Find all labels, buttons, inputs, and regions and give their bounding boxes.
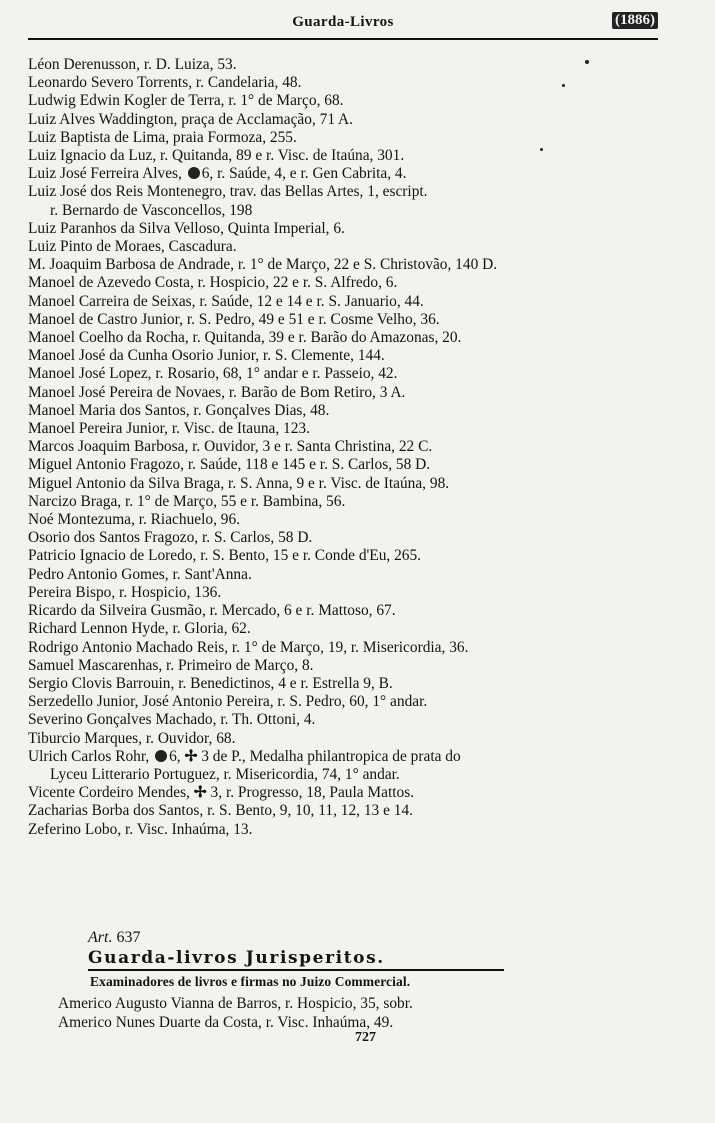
entry-name: Vicente Cordeiro Mendes, [28, 784, 190, 802]
entry-text: Leonardo Severo Torrents, r. Candelaria, 48. [28, 74, 302, 92]
list-item-continuation [28, 766, 678, 784]
list-item [28, 456, 678, 474]
list-item [28, 657, 678, 675]
entry-text: M. Joaquim Barbosa de Andrade, r. 1° de Março, 22 e S. Christovão, 140 D. [28, 256, 498, 274]
section-entry: Americo Nunes Duarte da Costa, r. Visc. Inhaúma, 49. [58, 1014, 394, 1031]
header-year: (1886) [612, 12, 658, 29]
list-item [28, 183, 678, 201]
entry-text: Serzedello Junior, José Antonio Pereira, r. S. Pedro, 60, 1° andar. [28, 693, 428, 711]
entry-name: Luiz José Ferreira Alves, [28, 165, 182, 183]
section-title: Guarda-livros Jurisperitos. [88, 948, 385, 968]
entry-text: Manoel Coelho da Rocha, r. Quitanda, 39 e r. Barão do Amazonas, 20. [28, 329, 462, 347]
list-item [28, 293, 678, 311]
list-item [28, 311, 678, 329]
list-item [28, 620, 678, 638]
entry-text: Richard Lennon Hyde, r. Gloria, 62. [28, 620, 251, 638]
entry-text: Manoel José da Cunha Osorio Junior, r. S. Clemente, 144. [28, 347, 385, 365]
entry-text: Ricardo da Silveira Gusmão, r. Mercado, 6 e r. Mattoso, 67. [28, 602, 396, 620]
article-label: Art. [88, 929, 113, 946]
list-item [28, 821, 678, 839]
entry-text: Zacharias Borba dos Santos, r. S. Bento, 9, 10, 11, 12, 13 e 14. [28, 802, 414, 820]
list-item [28, 748, 678, 766]
page-header [28, 12, 658, 38]
entry-text: Tiburcio Marques, r. Ouvidor, 68. [28, 729, 236, 747]
article-number: 637 [116, 929, 141, 946]
entry-text: r. Bernardo de Vasconcellos, 198 [50, 201, 253, 219]
list-item-continuation [28, 202, 678, 220]
entry-text: Miguel Antonio Fragozo, r. Saúde, 118 e 145 e r. S. Carlos, 58 D. [28, 456, 431, 474]
entry-text: Narcizo Braga, r. 1° de Março, 55 e r. Bambina, 56. [28, 492, 346, 510]
list-item [28, 511, 678, 529]
list-item [28, 547, 678, 565]
list-item [28, 529, 678, 547]
entry-text: Osorio dos Santos Fragozo, r. S. Carlos, 58 D. [28, 529, 313, 547]
list-item [28, 74, 678, 92]
entry-text: Manoel de Castro Junior, r. S. Pedro, 49 e 51 e r. Cosme Velho, 36. [28, 310, 440, 328]
entry-list [28, 56, 678, 839]
entry-text: Manoel José Pereira de Novaes, r. Barão de Bom Retiro, 3 A. [28, 383, 406, 401]
entry-text: Luiz Alves Waddington, praça de Acclamação, 71 A. [28, 110, 353, 128]
entry-text: Noé Montezuma, r. Riachuelo, 96. [28, 511, 240, 529]
list-item [28, 493, 678, 511]
entry-detail: 6, [169, 747, 181, 765]
entry-text: Manoel Pereira Junior, r. Visc. de Itauna, 123. [28, 420, 310, 438]
entry-detail: 3 de P., Medalha philantropica de prata do [201, 747, 461, 765]
list-item [28, 438, 678, 456]
entry-text: Sergio Clovis Barrouin, r. Benedictinos, 4 e r. Estrella 9, B. [28, 674, 393, 692]
list-item [28, 329, 678, 347]
entry-text: Luiz Ignacio da Luz, r. Quitanda, 89 e r. Visc. de Itaúna, 301. [28, 147, 405, 165]
list-item [28, 475, 678, 493]
entry-detail: 3, r. Progresso, 18, Paula Mattos. [210, 784, 415, 802]
list-item [28, 256, 678, 274]
order-insignia-icon [188, 167, 200, 179]
article-heading [28, 928, 678, 948]
entry-text: Manoel Maria dos Santos, r. Gonçalves Dias, 48. [28, 401, 330, 419]
list-item [28, 566, 678, 584]
entry-text: Zeferino Lobo, r. Visc. Inhaúma, 13. [28, 820, 253, 838]
entry-text: Lyceu Litterario Portuguez, r. Misericordia, 74, 1° andar. [50, 765, 400, 783]
list-item [28, 420, 678, 438]
article-block [28, 928, 678, 1032]
list-item [28, 56, 678, 74]
list-item [28, 384, 678, 402]
list-item [28, 584, 678, 602]
entry-text: Léon Derenusson, r. D. Luiza, 53. [28, 56, 237, 73]
entry-text: Miguel Antonio da Silva Braga, r. S. Anna, 9 e r. Visc. de Itaúna, 98. [28, 474, 450, 492]
list-item [28, 238, 678, 256]
cross-insignia-icon: ✢ [184, 747, 198, 765]
list-item [28, 639, 678, 657]
list-item [28, 402, 678, 420]
section-rule [88, 969, 504, 971]
list-item [28, 784, 678, 802]
list-item [28, 602, 678, 620]
section-entry: Americo Augusto Vianna de Barros, r. Hospicio, 35, sobr. [58, 995, 413, 1012]
header-title: Guarda-Livros [292, 14, 394, 30]
list-item [28, 730, 678, 748]
section-subtitle: Examinadores de livros e firmas no Juizo Commercial. [90, 974, 411, 989]
section-entry-list [28, 994, 678, 1032]
list-item [28, 220, 678, 238]
entry-text: Patricio Ignacio de Loredo, r. S. Bento, 15 e r. Conde d'Eu, 265. [28, 547, 422, 565]
entry-text: Rodrigo Antonio Machado Reis, r. 1° de Março, 19, r. Misericordia, 36. [28, 638, 469, 656]
entry-text: Pedro Antonio Gomes, r. Sant'Anna. [28, 565, 252, 583]
header-rule [28, 38, 658, 40]
list-item [28, 693, 678, 711]
entry-text: Manoel de Azevedo Costa, r. Hospicio, 22 e r. S. Alfredo, 6. [28, 274, 398, 292]
entry-text: Samuel Mascarenhas, r. Primeiro de Março, 8. [28, 656, 314, 674]
entry-name: Ulrich Carlos Rohr, [28, 747, 150, 765]
entry-text: Manoel José Lopez, r. Rosario, 68, 1° andar e r. Passeio, 42. [28, 365, 398, 383]
list-item [28, 347, 678, 365]
list-item [28, 365, 678, 383]
page-number: 727 [355, 1030, 376, 1045]
entry-detail: 6, r. Saúde, 4, e r. Gen Cabrita, 4. [201, 165, 407, 183]
list-item [28, 165, 678, 183]
list-item [28, 129, 678, 147]
list-item [28, 675, 678, 693]
list-item [28, 711, 678, 729]
entry-text: Luiz Baptista de Lima, praia Formoza, 255. [28, 128, 297, 146]
entry-text: Pereira Bispo, r. Hospicio, 136. [28, 583, 222, 601]
entry-text: Marcos Joaquim Barbosa, r. Ouvidor, 3 e r. Santa Christina, 22 C. [28, 438, 433, 456]
list-item [28, 111, 678, 129]
cross-insignia-icon: ✢ [193, 784, 207, 802]
entry-text: Luiz Paranhos da Silva Velloso, Quinta Imperial, 6. [28, 219, 345, 237]
entry-text: Luiz Pinto de Moraes, Cascadura. [28, 238, 237, 256]
entry-text: Luiz José dos Reis Montenegro, trav. das Bellas Artes, 1, escript. [28, 183, 428, 201]
entry-text: Ludwig Edwin Kogler de Terra, r. 1° de Março, 68. [28, 92, 344, 110]
list-item [28, 802, 678, 820]
list-item [28, 147, 678, 165]
list-item [28, 274, 678, 292]
entry-text: Severino Gonçalves Machado, r. Th. Ottoni, 4. [28, 711, 316, 729]
list-item [28, 92, 678, 110]
order-insignia-icon [155, 750, 167, 762]
entry-text: Manoel Carreira de Seixas, r. Saúde, 12 e 14 e r. S. Januario, 44. [28, 292, 424, 310]
